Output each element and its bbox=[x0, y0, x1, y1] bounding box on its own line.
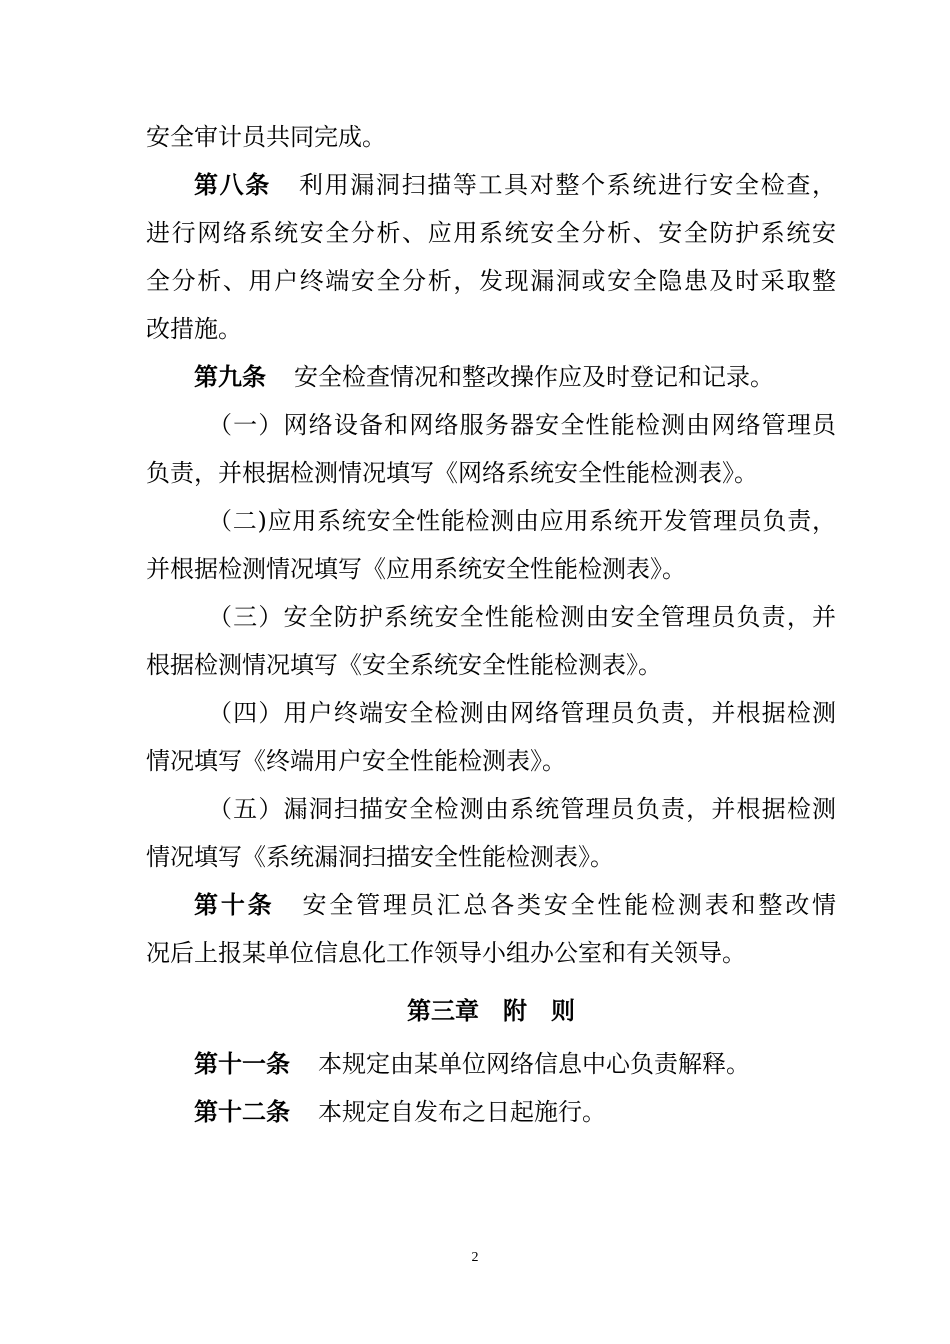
chapter-heading: 第三章 附 则 bbox=[407, 997, 575, 1025]
text-line: 根据检测情况填写《安全系统安全性能检测表》。 bbox=[146, 651, 662, 679]
article-label: 第八条 bbox=[194, 171, 271, 199]
article-10-heading bbox=[146, 881, 836, 929]
text-line: 况后上报某单位信息化工作领导小组办公室和有关领导。 bbox=[146, 939, 746, 967]
article-9-heading bbox=[146, 353, 836, 401]
text-line: 进行网络系统安全分析、应用系统安全分析、安全防护系统安 bbox=[146, 219, 836, 247]
body-text bbox=[146, 113, 836, 977]
article-text: 本规定由某单位网络信息中心负责解释。 bbox=[318, 1050, 750, 1078]
list-item: （四）用户终端安全检测由网络管理员负责，并根据检测 bbox=[208, 699, 836, 727]
list-item: （二)应用系统安全性能检测由应用系统开发管理员负责， bbox=[208, 507, 836, 535]
page-number: 2 bbox=[471, 1250, 479, 1265]
text-line: 全分析、用户终端安全分析，发现漏洞或安全隐患及时采取整 bbox=[146, 267, 836, 295]
list-item: （五）漏洞扫描安全检测由系统管理员负责，并根据检测 bbox=[208, 795, 836, 823]
text-line: 并根据检测情况填写《应用系统安全性能检测表》。 bbox=[146, 555, 686, 583]
article-text: 本规定自发布之日起施行。 bbox=[318, 1098, 606, 1126]
article-label: 第十二条 bbox=[194, 1098, 290, 1126]
closing-articles bbox=[146, 1040, 836, 1136]
article-text: 安全管理员汇总各类安全性能检测表和整改情 bbox=[302, 891, 836, 919]
list-item: （一）网络设备和网络服务器安全性能检测由网络管理员 bbox=[208, 411, 836, 439]
text-line: 改措施。 bbox=[146, 315, 242, 343]
article-text: 安全检查情况和整改操作应及时登记和记录。 bbox=[294, 363, 774, 391]
list-item: （三）安全防护系统安全性能检测由安全管理员负责，并 bbox=[208, 603, 836, 631]
article-text: 利用漏洞扫描等工具对整个系统进行安全检查， bbox=[298, 171, 836, 199]
text-line: 负责，并根据检测情况填写《网络系统安全性能检测表》。 bbox=[146, 459, 758, 487]
article-8-heading bbox=[146, 161, 836, 209]
article-label: 第十一条 bbox=[194, 1050, 290, 1078]
article-11 bbox=[146, 1040, 836, 1088]
article-label: 第九条 bbox=[194, 363, 266, 391]
text-line: 情况填写《终端用户安全性能检测表》。 bbox=[146, 747, 566, 775]
text-line: 安全审计员共同完成。 bbox=[146, 123, 386, 151]
article-12 bbox=[146, 1088, 836, 1136]
article-label: 第十条 bbox=[194, 891, 275, 919]
text-line: 情况填写《系统漏洞扫描安全性能检测表》。 bbox=[146, 843, 614, 871]
